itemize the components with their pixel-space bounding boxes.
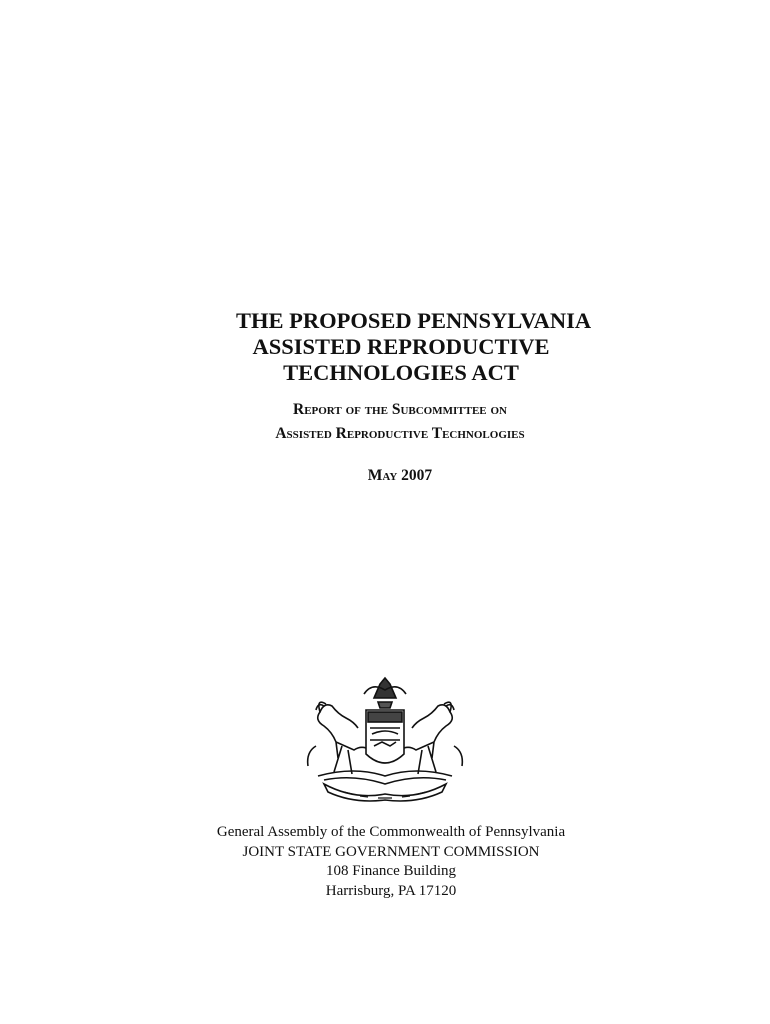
pennsylvania-coat-of-arms-icon [294, 676, 476, 804]
footer-line-3: 108 Finance Building [326, 863, 456, 879]
subtitle-line-1: Report of the Subcommittee on [293, 401, 507, 418]
title-line-2: ASSISTED REPRODUCTIVE [252, 334, 550, 359]
report-date: May 2007 [367, 467, 433, 484]
subtitle-line-2: Assisted Reproductive Technologies [275, 425, 525, 442]
footer-line-1: General Assembly of the Commonwealth of Pennsylvania [216, 824, 566, 840]
footer-line-4: Harrisburg, PA 17120 [325, 882, 457, 899]
footer-address [196, 823, 586, 901]
title-line-1: THE PROPOSED PENNSYLVANIA [236, 308, 592, 333]
footer-line-2: JOINT STATE GOVERNMENT COMMISSION [242, 843, 540, 860]
report-title [236, 308, 592, 386]
title-line-3: TECHNOLOGIES ACT [283, 360, 519, 385]
report-subtitle [216, 398, 584, 446]
